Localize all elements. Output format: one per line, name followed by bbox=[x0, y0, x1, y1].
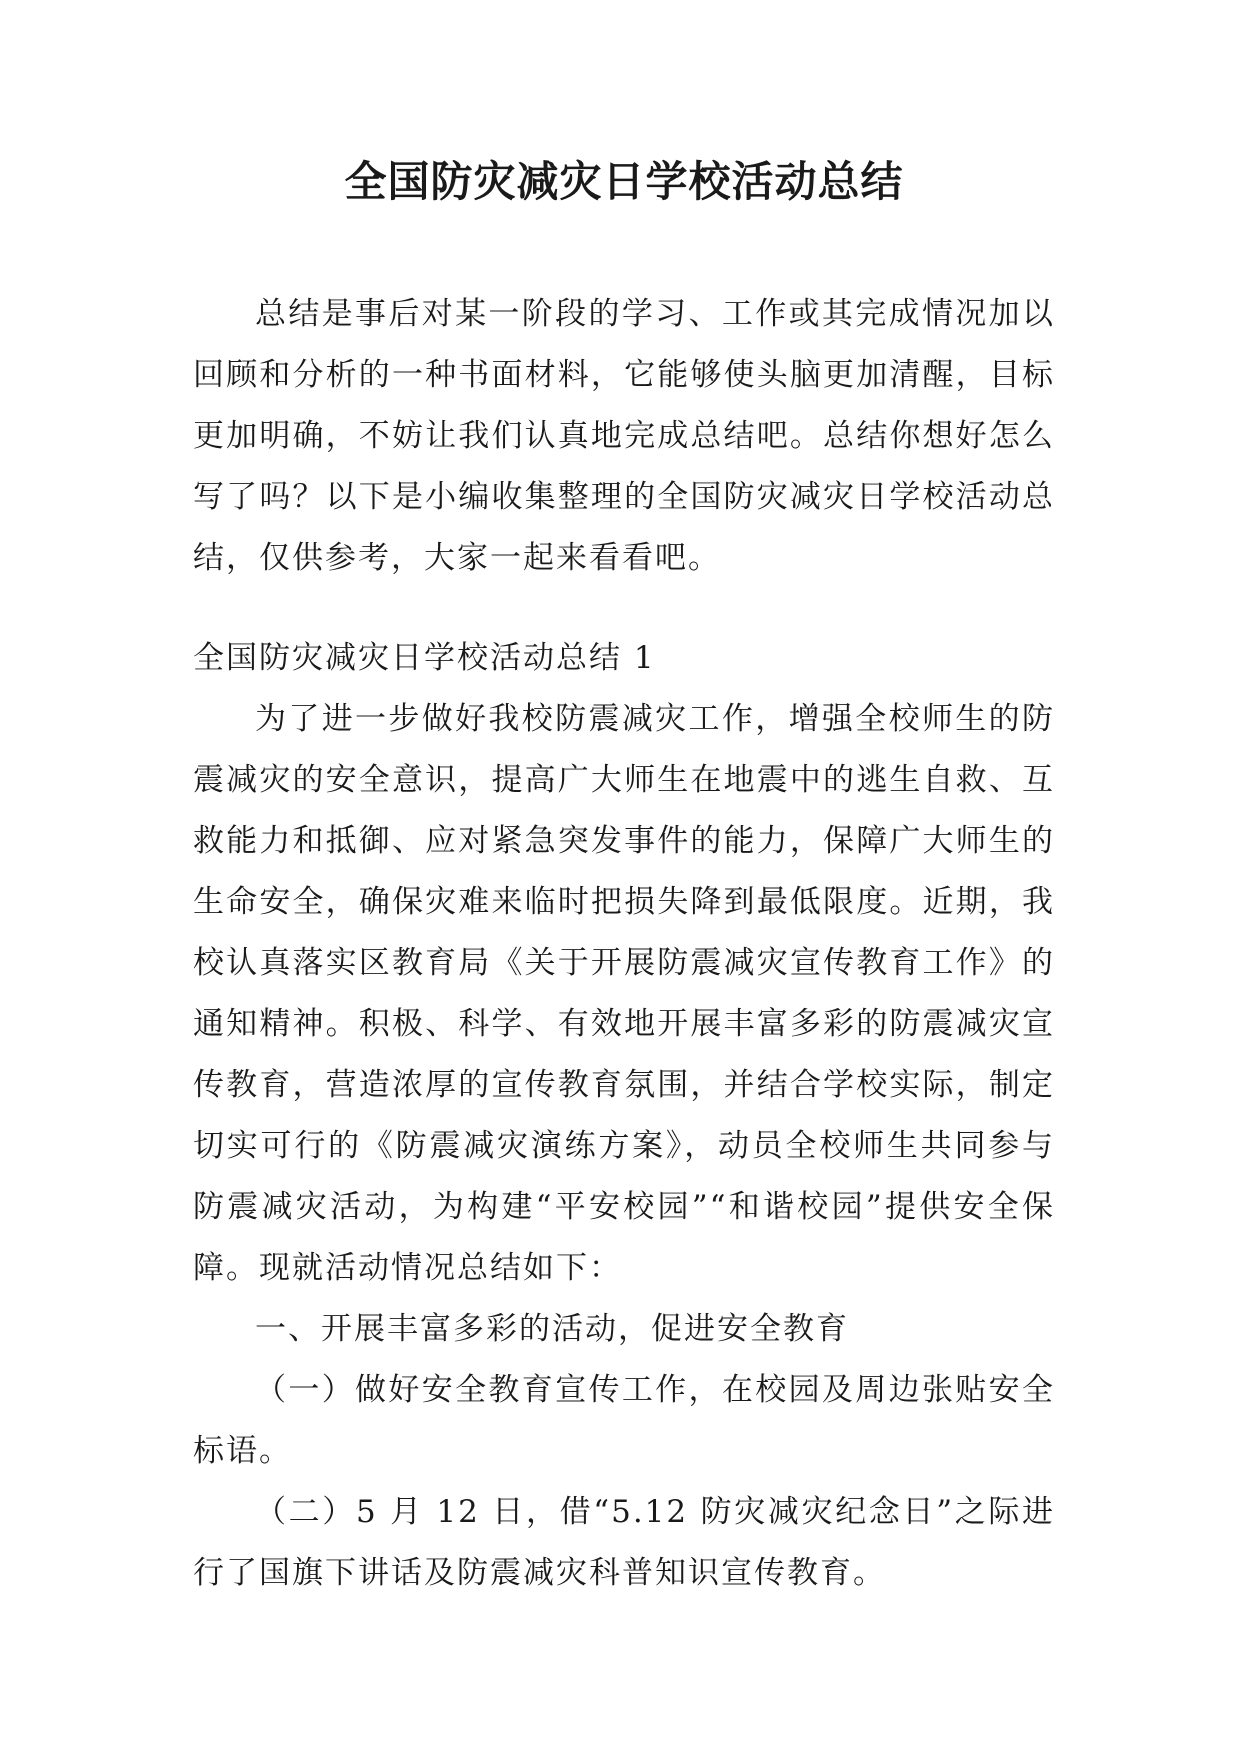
list-item-paragraph: （二）5 月 12 日，借“5.12 防灾减灾纪念日”之际进行了国旗下讲话及防震减灾科普知识宣传教育。 bbox=[193, 1494, 1055, 1591]
intro-paragraph: 总结是事后对某一阶段的学习、工作或其完成情况加以回顾和分析的一种书面材料，它能够使头脑更加清醒，目标更加明确，不妨让我们认真地完成总结吧。总结你想好怎么写了吗？以下是小编收集整理的全国防灾减灾日学校活动总结，仅供参考，大家一起来看看吧。 bbox=[193, 296, 1055, 576]
body-paragraph: 为了进一步做好我校防震减灾工作，增强全校师生的防震减灾的安全意识，提高广大师生在地震中的逃生自救、互救能力和抵御、应对紧急突发事件的能力，保障广大师生的生命安全，确保灾难来临时把损失降到最低限度。近期，我校认真落实区教育局《关于开展防震减灾宣传教育工作》的通知精神。积极、科学、有效地开展丰富多彩的防震减灾宣传教育，营造浓厚的宣传教育氛围，并结合学校实际，制定切实可行的《防震减灾演练方案》，动员全校师生共同参与防震减灾活动，为构建“平安校园”“和谐校园”提供安全保障。现就活动情况总结如下： bbox=[193, 701, 1055, 1286]
document-title: 全国防灾减灾日学校活动总结 bbox=[344, 157, 904, 206]
subheading-paragraph: 一、开展丰富多彩的活动，促进安全教育 bbox=[255, 1311, 849, 1347]
section-heading: 全国防灾减灾日学校活动总结 1 bbox=[193, 640, 656, 676]
list-item-paragraph: （一）做好安全教育宣传工作，在校园及周边张贴安全标语。 bbox=[193, 1372, 1055, 1469]
document-body bbox=[193, 284, 1055, 1604]
